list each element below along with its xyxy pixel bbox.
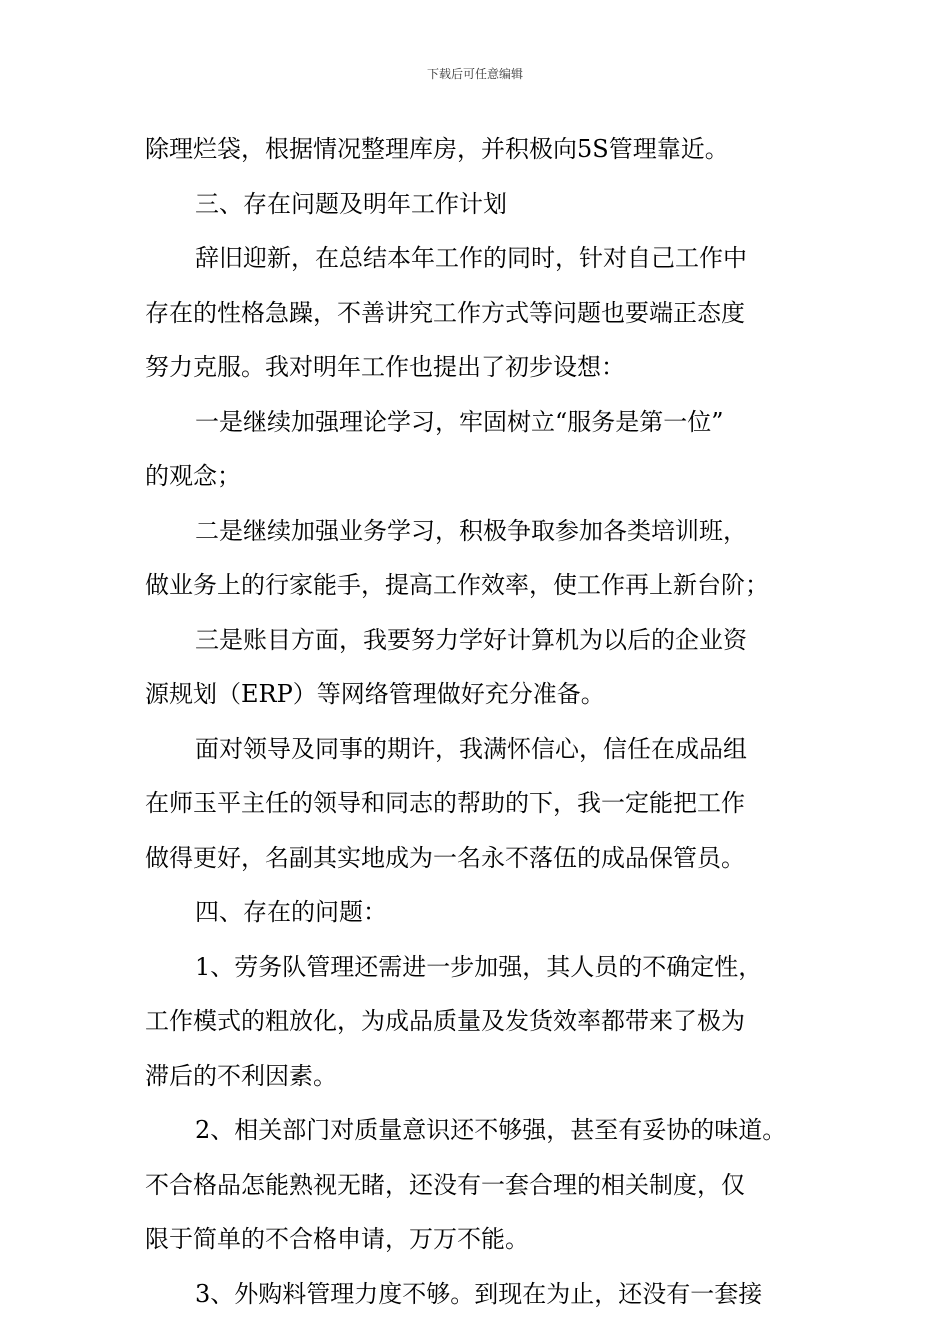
body-line: 一是继续加强理论学习，牢固树立“服务是第一位” xyxy=(195,407,724,436)
body-line: 三、存在问题及明年工作计划 xyxy=(195,189,507,218)
body-line: 2、相关部门对质量意识还不够强，甚至有妥协的味道。 xyxy=(195,1116,787,1144)
body-line: 做业务上的行家能手，提高工作效率，使工作再上新台阶； xyxy=(145,571,769,599)
body-line: 1、劳务队管理还需进一步加强，其人员的不确定性， xyxy=(195,952,763,981)
body-line: 存在的性格急躁，不善讲究工作方式等问题也要端正态度 xyxy=(145,298,745,327)
body-line: 三是账目方面，我要努力学好计算机为以后的企业资 xyxy=(195,625,747,654)
body-line: 辞旧迎新，在总结本年工作的同时，针对自己工作中 xyxy=(195,244,747,272)
body-line: 努力克服。我对明年工作也提出了初步设想： xyxy=(145,353,625,381)
header-note: 下载后可任意编辑 xyxy=(426,67,523,81)
body-line: 源规划（ERP）等网络管理做好充分准备。 xyxy=(145,680,605,708)
body-line: 面对领导及同事的期许，我满怀信心，信任在成品组 xyxy=(195,734,747,763)
body-line: 限于简单的不合格申请，万万不能。 xyxy=(145,1225,529,1253)
body-line: 工作模式的粗放化，为成品质量及发货效率都带来了极为 xyxy=(145,1007,745,1035)
body-line: 做得更好，名副其实地成为一名永不落伍的成品保管员。 xyxy=(145,843,745,872)
body-line: 二是继续加强业务学习，积极争取参加各类培训班， xyxy=(195,516,747,545)
body-line: 在师玉平主任的领导和同志的帮助的下，我一定能把工作 xyxy=(145,789,745,817)
body-line: 的观念； xyxy=(145,462,241,490)
body-line: 除理烂袋，根据情况整理库房，并积极向5S管理靠近。 xyxy=(145,135,729,163)
body-line: 滞后的不利因素。 xyxy=(145,1061,337,1090)
body-line: 3、外购料管理力度不够。到现在为止，还没有一套接 xyxy=(195,1279,763,1308)
body-line: 四、存在的问题： xyxy=(195,898,387,926)
body-line: 不合格品怎能熟视无睹，还没有一套合理的相关制度，仅 xyxy=(145,1170,745,1199)
